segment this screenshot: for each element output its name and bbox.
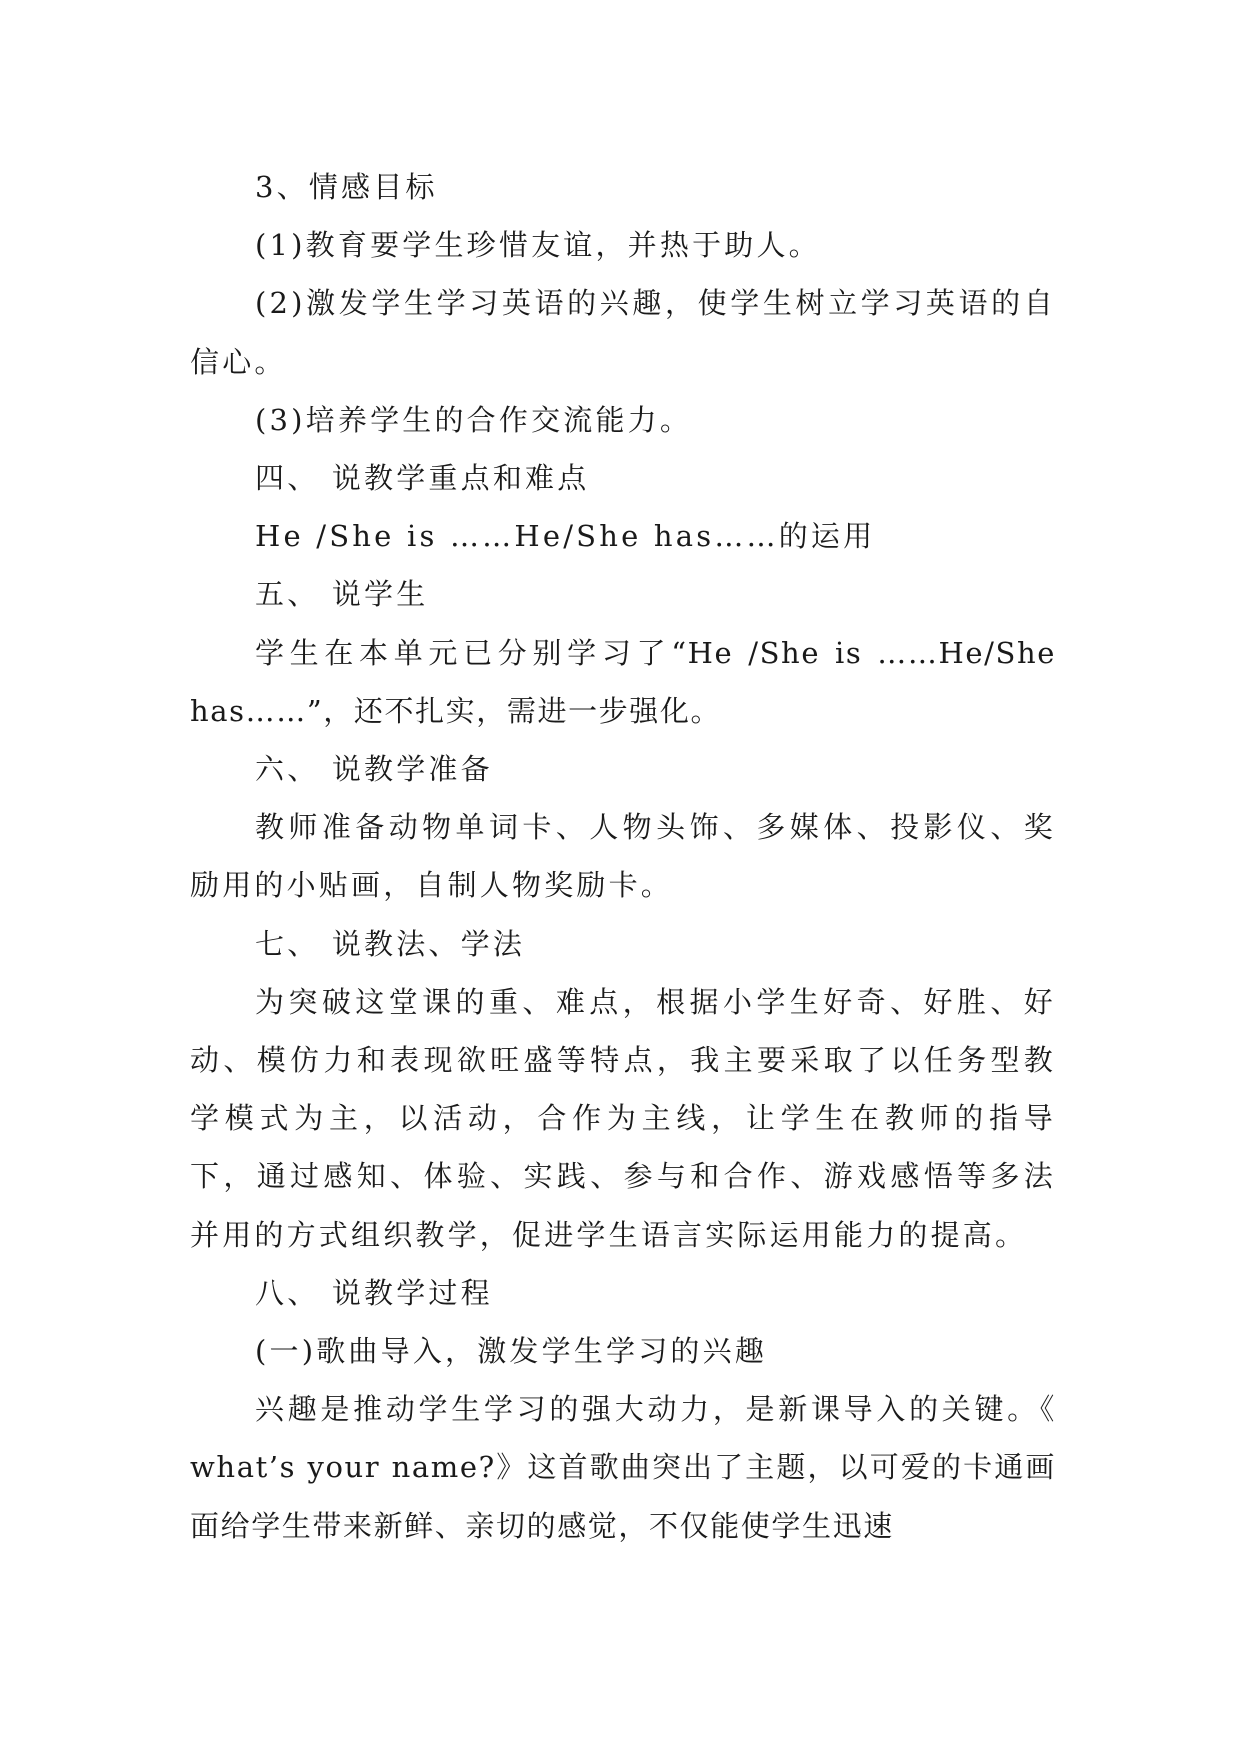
paragraph: 兴趣是推动学生学习的强大动力，是新课导入的关键。《 what’s your name?》这首歌曲突出了主题，以可爱的卡通画面给学生带来新鲜、亲切的感觉，不仅能使学生迅速 <box>190 1392 1056 1543</box>
section-heading-key-points: 四、 说教学重点和难点 <box>255 461 590 496</box>
section-heading-preparation: 六、 说教学准备 <box>255 752 493 787</box>
paragraph: 学生在本单元已分别学习了“He /She is ……He/She has……”，还不扎实，需进一步强化。 <box>190 635 1056 728</box>
section-heading-process: 八、 说教学过程 <box>255 1275 493 1310</box>
section-heading-methods: 七、 说教法、学法 <box>255 926 526 961</box>
section-heading-students: 五、 说学生 <box>255 577 429 612</box>
paragraph: (1)教育要学生珍惜友谊，并热于助人。 <box>255 228 821 263</box>
paragraph: 教师准备动物单词卡、人物头饰、多媒体、投影仪、奖励用的小贴画，自制人物奖励卡。 <box>190 810 1056 903</box>
paragraph: He /She is ……He/She has……的运用 <box>255 519 876 554</box>
subsection-heading-emotional-goals: 3、情感目标 <box>255 170 438 204</box>
paragraph: 为突破这堂课的重、难点，根据小学生好奇、好胜、好动、模仿力和表现欲旺盛等特点，我主要采取了以任务型教学模式为主，以活动，合作为主线，让学生在教师的指导下，通过感知、体验、实践、参与和合作、游戏感悟等多法并用的方式组织教学，促进学生语言实际运用能力的提高。 <box>190 984 1056 1252</box>
paragraph: (3)培养学生的合作交流能力。 <box>255 402 693 437</box>
paragraph: (2)激发学生学习英语的兴趣，使学生树立学习英语的自信心。 <box>190 286 1056 379</box>
subsection-heading-song-intro: (一)歌曲导入，激发学生学习的兴趣 <box>255 1334 768 1369</box>
document-body <box>190 158 1056 1555</box>
